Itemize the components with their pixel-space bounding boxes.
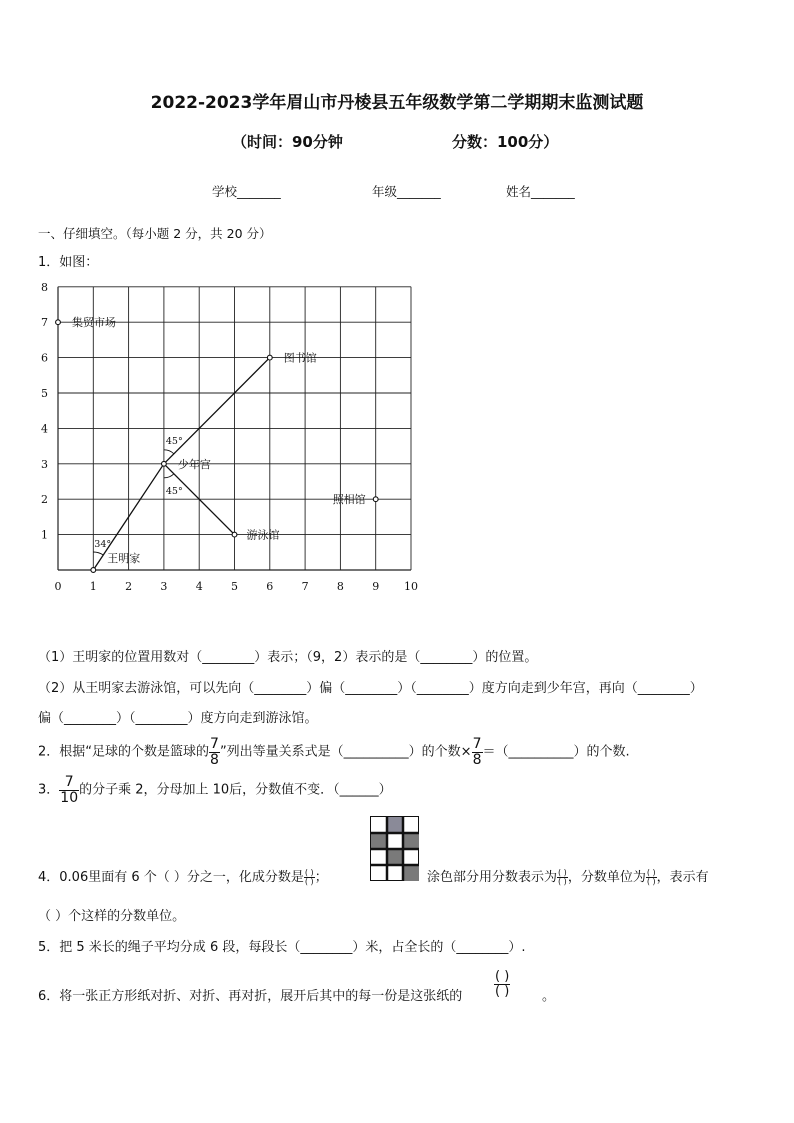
x-tick-label: 5 [231,580,238,593]
q2-text-pre: 2．根据“足球的个数是篮球的 [38,744,210,760]
shaded-grid-figure [370,816,420,882]
x-tick-label: 2 [125,580,133,593]
shaded-cell [403,833,419,849]
q4-text-post: ，表示有 [656,870,709,885]
location-dot [267,355,272,360]
q6-blank-fraction: $\frac{( )}{( )}$ [495,969,510,999]
q6-text-post: 。 [542,989,556,1004]
question-4-line2: （ ）个这样的分数单位。 [38,909,186,924]
shaded-cell [387,849,403,865]
question-2 [38,737,630,767]
x-tick-label: 0 [54,580,62,593]
location-label: 图书馆 [283,351,317,365]
q1-sub2-line1: （2）从王明家去游泳馆，可以先向（________）偏（________）（________）度方向走到少年宫，再向（________） [38,681,703,696]
q2-fraction-2: $\frac{7}{8}$ [472,736,482,768]
y-tick-label: 7 [41,316,48,330]
y-tick-label: 5 [41,387,48,400]
y-tick-label: 2 [41,493,48,507]
question-4-line1 [38,866,328,886]
q4-text-pre: 4．0.06里面有 6 个（ ）分之一，化成分数是 [38,870,304,885]
q3-text-pre: 3． [38,782,60,798]
q1-label: 1．如图： [38,255,99,270]
location-dot [232,532,237,537]
coordinate-grid [34,280,426,596]
q3-fraction: $\frac{7}{10}$ [60,774,79,806]
y-tick-label: 6 [41,351,48,365]
x-tick-label: 3 [160,580,168,593]
angle-label: 45° [165,435,183,447]
shaded-cell [387,817,403,833]
name-field: 姓名_______ [506,184,575,199]
grade-field: 年级_______ [372,184,441,199]
school-field: 学校_______ [212,184,281,199]
x-tick-label: 4 [195,580,203,593]
section-heading: 一、仔细填空。（每小题 2 分，共 20 分） [38,226,272,241]
x-tick-label: 6 [266,580,274,593]
q4-semicolon: ； [314,870,328,885]
angle-arc [164,474,174,478]
angle-arc [164,450,174,454]
route-line [164,358,270,464]
location-dot [91,568,96,573]
location-label: 游泳馆 [246,528,280,542]
location-points [56,315,379,572]
q4-blank-fraction-1: $\frac{( )}{( )}$ [304,867,314,886]
angle-marks [93,436,182,555]
q4-blank-fraction-3: $\frac{( )}{( )}$ [646,867,656,886]
exam-time: （时间：90分钟 [232,133,343,151]
angle-arc [93,552,103,555]
x-tick-label: 7 [301,580,309,593]
question-3 [38,775,392,805]
location-label: 王明家 [107,552,141,565]
q2-text-post: ＝（__________）的个数. [482,744,630,760]
location-dot [56,320,61,325]
location-dot [373,497,378,502]
location-dot [162,461,167,466]
y-tick-label: 8 [41,280,48,294]
q4-text-mid2: ，分数单位为 [567,870,646,885]
question-5: 5．把 5 米长的绳子平均分成 6 段，每段长（________）米，占全长的（________）. [38,940,526,955]
question-6: 6．将一张正方形纸对折、对折、再对折，展开后其中的每一份是这张纸的 [38,989,463,1004]
page-title: 2022-2023学年眉山市丹棱县五年级数学第二学期期末监测试题 [150,93,644,113]
x-tick-label: 8 [336,580,344,593]
location-label: 少年宫 [177,457,211,471]
angle-label: 34° [94,539,112,550]
shaded-cell [371,833,387,849]
q1-sub2-line2: 偏（________）（________）度方向走到游泳馆。 [38,711,318,726]
grid-lines [58,287,411,570]
q2-text-mid: ”列出等量关系式是（__________）的个数× [219,744,472,760]
y-tick-label: 3 [41,457,48,471]
x-tick-label: 9 [372,580,380,593]
q3-text-post: 的分子乘 2，分母加上 10后，分数值不变．（______） [79,782,392,798]
location-label: 照相馆 [332,493,366,507]
q4-blank-fraction-2: $\frac{( )}{( )}$ [558,867,567,886]
question-4-line1-right [427,866,709,886]
shaded-cell [403,865,419,881]
y-tick-label: 1 [41,528,48,542]
y-tick-label: 4 [41,422,48,436]
x-tick-label: 10 [404,580,418,593]
q2-fraction-1: $\frac{7}{8}$ [210,736,219,768]
exam-score: 分数：100分） [452,133,559,151]
q4-text-mid: 涂色部分用分数表示为 [427,870,558,885]
location-label: 集贸市场 [72,316,116,330]
angle-label: 45° [165,485,183,497]
q1-sub1: （1）王明家的位置用数对（________）表示；（9，2）表示的是（________）的位置。 [38,650,538,665]
x-tick-label: 1 [89,580,97,593]
